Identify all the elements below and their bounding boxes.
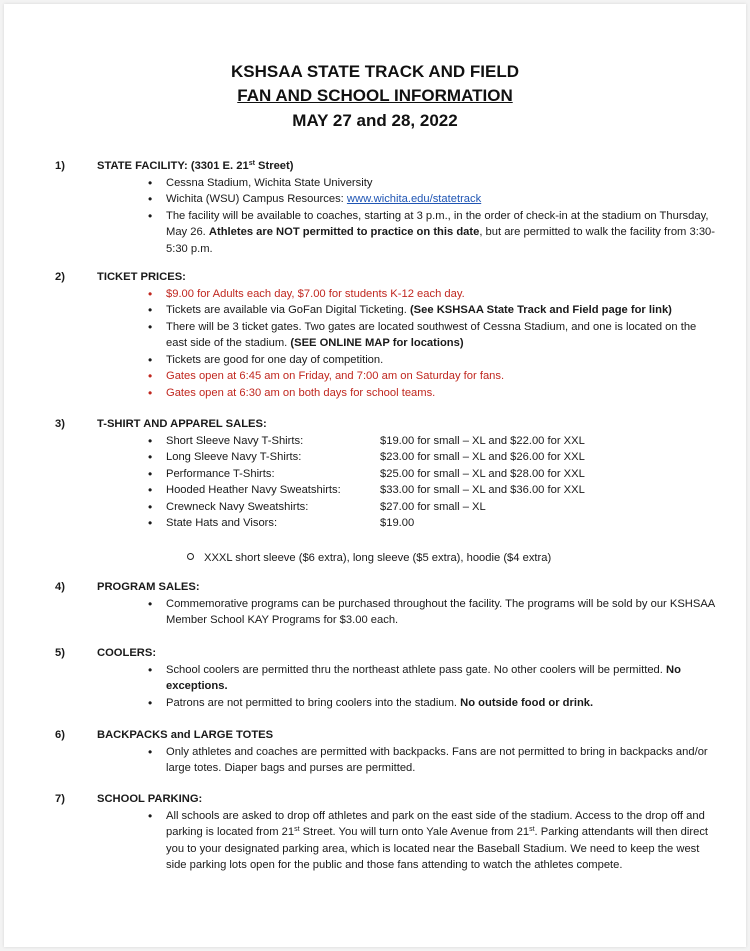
list-item: • Wichita (WSU) Campus Resources: www.wichita.edu/statetrack xyxy=(97,191,717,208)
section-heading: TICKET PRICES: xyxy=(97,271,186,283)
statetrack-link[interactable]: www.wichita.edu/statetrack xyxy=(346,193,482,205)
list-item: • School coolers are permitted thru the northeast athlete pass gate. No other coolers will be permitted. No exceptions. xyxy=(97,662,717,695)
list-item: • The facility will be available to coaches, starting at 3 p.m., in the order of check-in at the stadium on Thursday, May 26. Athletes are NOT permitted to practice on this date, but are permitted to walk the facility from 3:30-5:30 p.m. xyxy=(97,208,717,258)
list-item: • Gates open at 6:30 am on both days for school teams. xyxy=(97,385,717,402)
section-number: 7) xyxy=(55,793,65,805)
list-item: • $9.00 for Adults each day, $7.00 for students K-12 each day. xyxy=(97,286,717,303)
section-number: 2) xyxy=(55,271,65,283)
section-heading: STATE FACILITY: (3301 E. 21st Street) xyxy=(97,160,294,172)
circle-bullet-icon xyxy=(187,553,194,560)
list-item: • Tickets are available via GoFan Digital Ticketing. (See KSHSAA State Track and Field page for link) xyxy=(97,302,717,319)
list-item: • Patrons are not permitted to bring coolers into the stadium. No outside food or drink. xyxy=(97,695,717,712)
apparel-item: • Crewneck Navy Sweatshirts: $27.00 for small – XL xyxy=(97,499,717,516)
list-item: • Cessna Stadium, Wichita State University xyxy=(97,175,717,192)
doc-date: MAY 27 and 28, 2022 xyxy=(292,111,458,130)
apparel-list xyxy=(97,433,717,532)
section-heading: BACKPACKS and LARGE TOTES xyxy=(97,729,274,741)
section-number: 4) xyxy=(55,581,65,593)
section-heading: COOLERS: xyxy=(97,647,157,659)
apparel-item: • State Hats and Visors: $19.00 xyxy=(97,515,717,532)
list-item: • There will be 3 ticket gates. Two gates are located southwest of Cessna Stadium, and one is located on the east side of the stadium. (SEE ONLINE MAP for locations) xyxy=(97,319,717,352)
section-number: 5) xyxy=(55,647,65,659)
list-item: • Tickets are good for one day of competition. xyxy=(97,352,717,369)
list-item: • All schools are asked to drop off athletes and park on the east side of the stadium. Access to the drop off and parking is located from 21st Street. You will turn onto Yale Avenue from 21st. Parking attendants will then direct you to your designated parking area, which is located near the Baseball Stadium. We need to keep the west side parking lots open for the public and those fans attending to watch the athletes compete. xyxy=(97,808,717,874)
section-heading: PROGRAM SALES: xyxy=(97,581,200,593)
list-item: • Only athletes and coaches are permitted with backpacks. Fans are not permitted to bring in backpacks and/or large totes. Diaper bags and purses are permitted. xyxy=(97,744,717,777)
section-number: 3) xyxy=(55,418,65,430)
section-heading: T-SHIRT AND APPAREL SALES: xyxy=(97,418,267,430)
list-item: • Gates open at 6:45 am on Friday, and 7:00 am on Saturday for fans. xyxy=(97,368,717,385)
document-page xyxy=(4,4,746,947)
section-number: 1) xyxy=(55,160,65,172)
apparel-item: • Hooded Heather Navy Sweatshirts: $33.00 for small – XL and $36.00 for XXL xyxy=(97,482,717,499)
doc-subtitle: FAN AND SCHOOL INFORMATION xyxy=(237,86,513,105)
list-item: • Commemorative programs can be purchased throughout the facility. The programs will be sold by our KSHSAA Member School KAY Programs for $3.00 each. xyxy=(97,596,717,629)
apparel-item: • Long Sleeve Navy T-Shirts: $23.00 for small – XL and $26.00 for XXL xyxy=(97,449,717,466)
doc-title: KSHSAA STATE TRACK AND FIELD xyxy=(230,62,520,81)
section-heading: SCHOOL PARKING: xyxy=(97,793,203,805)
apparel-item: • Short Sleeve Navy T-Shirts: $19.00 for small – XL and $22.00 for XXL xyxy=(97,433,717,450)
apparel-note: XXXL short sleeve ($6 extra), long sleeve ($5 extra), hoodie ($4 extra) xyxy=(187,550,551,567)
apparel-item: • Performance T-Shirts: $25.00 for small – XL and $28.00 for XXL xyxy=(97,466,717,483)
section-number: 6) xyxy=(55,729,65,741)
